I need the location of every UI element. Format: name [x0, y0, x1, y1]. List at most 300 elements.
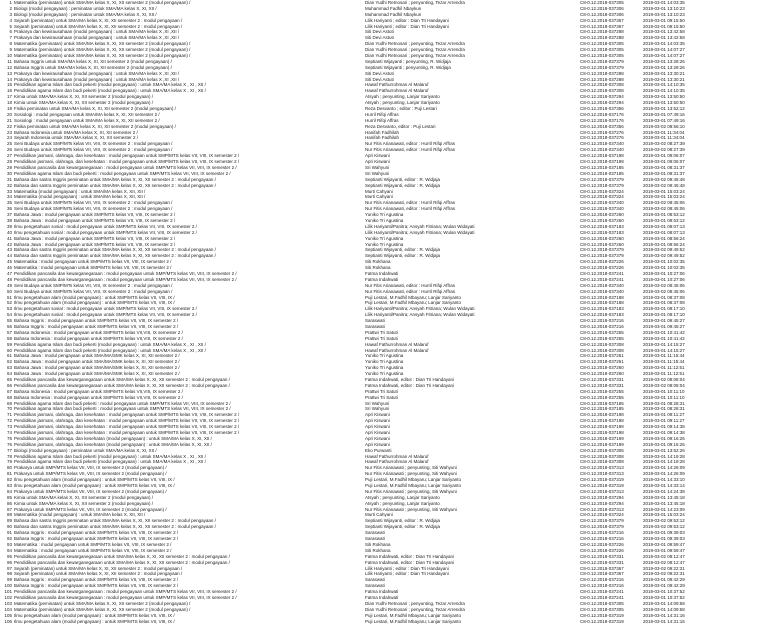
- title-cell: Bahasa Jawa : modul pengayaan untuk SMP/MTS kelas VII, VIII, IX semester 2 /: [14, 235, 176, 241]
- call-number-cell: C8-0.12.2018-037308: [580, 459, 624, 465]
- call-number-cell: C8-0.12.2018-037255: [580, 388, 624, 394]
- author-cell: Lilik Hariyanti/Panitra; Ansyah Fitriana; Wulan Widayati: [365, 223, 475, 229]
- title-cell: Prakarya dan kewirausahaan (modul pengayaan) : untuk SMA/MA kelas X ,XI ,XII /: [14, 70, 180, 76]
- author-cell: Apri Kiswani: [365, 418, 390, 424]
- author-cell: Apri Kiswani: [365, 430, 390, 436]
- call-number-cell: C8-0.12.2018-037305: [580, 600, 624, 606]
- timestamp-cell: 2019-03-01 13:42:58: [643, 29, 685, 35]
- call-number-cell: C8-0.12.2018-037305: [580, 41, 624, 47]
- author-cell: Siti Devi Astuti: [365, 76, 394, 82]
- row-number: 92: [6, 536, 12, 542]
- call-number-cell: C8-0.12.2018-037340: [580, 200, 624, 206]
- title-cell: Matematika (peminatan) untuk SMA/MA kelas X, XI, XII semester 2 (modul pengayaan) /: [14, 606, 191, 612]
- title-cell: Sejarah (peminatan) untuk SMA/MA kelas X, XI, XII semester 2 : modul pengayaan /: [14, 565, 183, 571]
- author-cell: Siti Rokhana: [365, 541, 391, 547]
- author-cell: Puji Lestari, M.Fadhil Mbayaru; Lanjar Sariyanto: [365, 483, 462, 489]
- author-cell: Yuniko Tri Agustina: [365, 371, 404, 377]
- timestamp-cell: 2019-03-01 14:09:58: [643, 606, 685, 612]
- call-number-cell: C8-0.12.2018-037340: [580, 288, 624, 294]
- author-cell: Apri Kiswani: [365, 441, 390, 447]
- title-cell: Prakarya dan kewirausahaan (modul pengayaan) : untuk SMA/MA kelas X ,XI ,XII /: [14, 76, 180, 82]
- call-number-cell: C8-0.12.2018-037356: [580, 123, 624, 129]
- row-number: 35: [6, 200, 12, 206]
- author-cell: Dian Yudhi Retnosari ; penyunting, Tezar Arrendra: [365, 606, 465, 612]
- row-number: 82: [6, 477, 12, 483]
- call-number-cell: C8-0.12.2018-037356: [580, 106, 624, 112]
- title-cell: Ilmu pengetahuan sosial : modul pengayaan untuk SMP/MTS kelas VII, VIII, IX semester 2 /: [14, 306, 197, 312]
- title-cell: Pendidikan jasmani, olahraga, dan kesehatan : modul pengayaan untuk SMP/MTS kelas VII, VIII, IX semester 2 /: [14, 159, 240, 165]
- row-number: 90: [6, 524, 12, 530]
- title-cell: Pendidikan jasmani, olahraga, dan kesehatan : modul pengayaan untuk SMP/MTS kelas VII, VIII, IX semester 2 /: [14, 418, 240, 424]
- timestamp-cell: 2019-03-01 11:15:44: [643, 353, 685, 359]
- title-cell: Fisika peminatan untuk SMA/MA kelas X, XI, XII semester 2 (modul pengayaan) /: [14, 123, 176, 129]
- title-cell: Seni Budaya untuk SMP/MTs kelas VII, VIII, IX semester 2 : modul pengayaan /: [14, 147, 173, 153]
- timestamp-cell: 2019-03-01 14:07:27: [643, 47, 685, 53]
- title-cell: Matematika (peminatan) untuk SMA/MA kelas X, XI, XII semester 2 (modul pengayaan) /: [14, 53, 191, 59]
- row-number: 50: [6, 288, 12, 294]
- row-number: 14: [6, 76, 12, 82]
- timestamp-cell: 2019-03-01 13:50:50: [643, 100, 685, 106]
- timestamp-cell: 2019-03-01 08:28:31: [643, 406, 685, 412]
- call-number-cell: C8-0.12.2018-037241: [580, 589, 624, 595]
- call-number-cell: C8-0.12.2018-037294: [580, 100, 624, 106]
- timestamp-cell: 2019-03-01 14:15:27: [643, 341, 685, 347]
- call-number-cell: C8-0.12.2018-037319: [580, 612, 624, 618]
- call-number-cell: C8-0.12.2018-037216: [580, 530, 624, 536]
- author-cell: Fatma Indahwati, editor : Dian Tri Handayani: [365, 559, 455, 565]
- timestamp-cell: 2019-03-01 14:31:16: [643, 612, 685, 618]
- timestamp-cell: 2019-03-01 09:45:27: [643, 318, 685, 324]
- row-number: 88: [6, 512, 12, 518]
- timestamp-cell: 2019-03-01 13:45:18: [643, 500, 685, 506]
- title-cell: Matematika (peminatan) untuk SMA/MA kelas X, XI, XII semester 2 (modul pengayaan) /: [14, 47, 191, 53]
- author-cell: Fatma Indahwati: [365, 270, 399, 276]
- title-cell: Bahasa Inggris : modul pengayaan untuk SMP/MTS kelas VII, VIII, IX semester 2 /: [14, 583, 179, 589]
- row-number: 23: [6, 129, 12, 135]
- row-number: 58: [6, 335, 12, 341]
- timestamp-cell: 2019-03-01 14:03:35: [643, 0, 685, 5]
- row-number: 12: [6, 64, 12, 70]
- timestamp-cell: 2019-03-01 15:03:24: [643, 194, 685, 200]
- row-number: 70: [6, 406, 12, 412]
- row-number: 24: [6, 135, 12, 141]
- author-cell: Atsyah ; penyunting, Lanjar Sariyanto: [365, 100, 440, 106]
- title-cell: Matematika (peminatan) untuk SMA/MA kelas X, XI, XII semester 2 (modul pengayaan) /: [14, 600, 191, 606]
- row-number: 2: [9, 5, 12, 11]
- timestamp-cell: 2019-03-01 14:09:58: [643, 600, 685, 606]
- author-cell: Siti Devi Astuti: [365, 29, 394, 35]
- title-cell: Sejarah Indonesia untuk SMA/MA kelas X, XI, XII semester 2 /: [14, 135, 139, 141]
- call-number-cell: C8-0.12.2018-037198: [580, 159, 624, 165]
- call-number-cell: C8-0.12.2018-037188: [580, 300, 624, 306]
- timestamp-cell: 2019-03-02 09:45:48: [643, 182, 685, 188]
- title-cell: Pendidikan pancasila dan kewarganegaraan : modul pengayaan untuk SMP/MTS kelas VII, VIII, IX semester 2 /: [14, 276, 237, 282]
- author-cell: Dian Yudhi Retnosari ; penyunting, Tezar Arrendra: [365, 47, 465, 53]
- title-cell: Bahasa Inggris : modul pengayaan untuk SMP/MTS kelas VII, VIII, IX semester 2 /: [14, 530, 179, 536]
- author-cell: Septianti Wijayanti, editor : R. Widjaja: [365, 182, 441, 188]
- call-number-cell: C8-0.12.2018-037183: [580, 229, 624, 235]
- author-cell: Apri Kiswani: [365, 153, 390, 159]
- row-number: 89: [6, 518, 12, 524]
- call-number-cell: C8-0.12.2018-037313: [580, 465, 624, 471]
- call-number-cell: C8-0.12.2018-037260: [580, 371, 624, 377]
- title-cell: Pendidikan jasmani, olahraga, dan kesehatan (modul pengayaan) : untuk SMA/MA kelas X, XI, XII /: [14, 441, 212, 447]
- call-number-cell: C8-0.12.2018-037255: [580, 329, 624, 335]
- timestamp-cell: 2019-03-01 14:10:35: [643, 82, 685, 88]
- title-cell: Sejarah (peminatan) untuk SMA/MA kelas X, XI, XII semester 2 : modul pengayaan /: [14, 17, 183, 23]
- call-number-cell: C8-0.12.2018-037176: [580, 117, 624, 123]
- author-cell: Dian Yudhi Retnosari ; penyunting, Tezar Arrendra: [365, 600, 465, 606]
- call-number-cell: C8-0.12.2018-037313: [580, 488, 624, 494]
- author-cell: Muhammad Fadhil Nbaykun: [365, 11, 422, 17]
- call-number-cell: C8-0.12.2018-037340: [580, 282, 624, 288]
- title-cell: Pendidikan agama Islam dan budi pekerti : modul pengayaan untuk SMP/MTS kelas VII, VIII, IX semester 2 /: [14, 400, 231, 406]
- call-number-cell: C8-0.12.2018-037331: [580, 553, 624, 559]
- call-number-cell: C8-0.12.2018-037367: [580, 571, 624, 577]
- timestamp-cell: 2019-03-01 09:42:29: [643, 583, 685, 589]
- author-cell: Yuniko Tri Agustina: [365, 217, 404, 223]
- timestamp-cell: 2019-03-01 11:15:44: [643, 359, 685, 365]
- row-number: 95: [6, 553, 12, 559]
- timestamp-cell: 2019-03-02 09:49:52: [643, 253, 685, 259]
- title-cell: Prakarya dan kewirausahaan (modul pengayaan) : untuk SMA/MA kelas X ,XI ,XII /: [14, 29, 180, 35]
- row-number: 67: [6, 388, 12, 394]
- call-number-cell: C8-0.12.2018-037241: [580, 270, 624, 276]
- author-cell: Septianti Wijayanti, editor : R. Widjaja: [365, 524, 441, 530]
- title-cell: Pendidikan pancasila dan kewarganegaraan : modul pengayaan untuk SMP/MTS kelas VII, VIII, IX semester 2 /: [14, 270, 237, 276]
- author-cell: Lilik Hariyanti/Panitra; Ansyah Fitriana; Wulan Widayati: [365, 306, 475, 312]
- author-cell: Hawaf Fathurrohman Al Malaruf: [365, 82, 429, 88]
- author-cell: Yuniko Tri Agustina: [365, 235, 404, 241]
- call-number-cell: C8-0.12.2018-037305: [580, 606, 624, 612]
- call-number-cell: C8-0.12.2018-037324: [580, 194, 624, 200]
- timestamp-cell: 2019-03-01 10:37:52: [643, 594, 685, 600]
- row-number: 7: [9, 35, 12, 41]
- author-cell: Hawaf Fathurrohman Al Malaruf: [365, 347, 429, 353]
- author-cell: Sri Wahyuni: [365, 400, 390, 406]
- timestamp-cell: 2019-03-01 08:56:24: [643, 241, 685, 247]
- call-number-cell: C8-0.12.2018-037294: [580, 494, 624, 500]
- title-cell: Pendidikan jasmani, olahraga, dan kesehatan : modul pengayaan untuk SMP/MTS kelas VII, VIII, IX semester 2 /: [14, 424, 240, 430]
- title-cell: Seni Budaya untuk SMP/MTs kelas VII, VIII, IX semester 2 : modul pengayaan /: [14, 206, 173, 212]
- call-number-cell: C8-0.12.2018-037288: [580, 70, 624, 76]
- row-number: 5: [9, 23, 12, 29]
- call-number-cell: C8-0.12.2018-037198: [580, 424, 624, 430]
- title-cell: Pendidikan agama Islam dan budi pekerti (modul pengayaan) : untuk SMA/MA kelas X , XI , XII /: [14, 347, 206, 353]
- title-cell: Pendidikan agama Islam dan budi pekerti (modul pengayaan) : untuk SMA/MA kelas X , XI , XII /: [14, 82, 206, 88]
- title-cell: Prakarya untuk SMP/MTS kelas VII, VIII, IX semester 2 (modul pengayaan) /: [14, 465, 167, 471]
- timestamp-cell: 2019-03-01 08:31:37: [643, 164, 685, 170]
- title-cell: Pendidikan jasmani, olahraga, dan kesehatan : modul pengayaan untuk SMP/MTS kelas VII, VIII, IX semester 2 /: [14, 412, 240, 418]
- timestamp-cell: 2019-03-01 11:12:51: [643, 365, 685, 371]
- title-cell: Bahasa Jawa : modul pengayaan untuk SMA/MA/SMK kelas X, XI, XII semester 2 /: [14, 371, 180, 377]
- row-number: 10: [6, 53, 12, 59]
- timestamp-cell: 2019-03-01 15:03:24: [643, 512, 685, 518]
- author-cell: Apri Kiswani: [365, 159, 390, 165]
- timestamp-cell: 2019-03-01 10:11:10: [643, 388, 685, 394]
- call-number-cell: C8-0.12.2018-037216: [580, 323, 624, 329]
- call-number-cell: C8-0.12.2018-037226: [580, 265, 624, 271]
- call-number-cell: C8-0.12.2018-037216: [580, 577, 624, 583]
- author-cell: Hurril Rifqi Affras: [365, 111, 399, 117]
- title-cell: Sosiologi : modul pengayaan untuk SMA/MA kelas X, XI, XII semester 2 /: [14, 117, 160, 123]
- row-number: 81: [6, 471, 12, 477]
- author-cell: Fatma Indahwati: [365, 594, 399, 600]
- author-cell: Hawaf Fathurrohman Al Malaruf: [365, 341, 429, 347]
- author-cell: Saraswati: [365, 323, 385, 329]
- author-cell: Lilik Hariyanti/Panitra; Ansyah Fitriana; Wulan Widayati: [365, 229, 475, 235]
- row-number: 68: [6, 394, 12, 400]
- call-number-cell: C8-0.12.2018-037226: [580, 259, 624, 265]
- timestamp-cell: 2019-03-02 08:45:06: [643, 206, 685, 212]
- author-cell: Puji Lestari, M.Fadhil Mbayaru; Lanjar Sariyanto: [365, 618, 462, 624]
- author-cell: Saraswati: [365, 536, 385, 542]
- author-cell: Fatma Indahwati, editor : Dian Tri Handayani: [365, 382, 455, 388]
- title-cell: Bahasa Inggris : modul pengayaan untuk SMP/MTS kelas VII, VIII, IX semester 2 /: [14, 323, 179, 329]
- call-number-cell: C8-0.12.2018-037367: [580, 565, 624, 571]
- row-number: 59: [6, 341, 12, 347]
- row-number: 32: [6, 182, 12, 188]
- author-cell: Puji Lestari, M.Fadhil Mbayaru; Lanjar Sariyanto: [365, 612, 462, 618]
- timestamp-cell: 2019-03-01 13:30:21: [643, 70, 685, 76]
- row-number: 78: [6, 453, 12, 459]
- title-cell: Bahasa Inggris untuk SMA/MA kelas X, XI, XII semester 2 (modul pengayaan) /: [14, 64, 172, 70]
- author-cell: Prattwi Tri Satuti: [365, 335, 398, 341]
- timestamp-cell: 2019-03-02 09:53:12: [643, 518, 685, 524]
- timestamp-cell: 2019-03-01 09:42:29: [643, 577, 685, 583]
- timestamp-cell: 2019-03-01 14:10:35: [643, 88, 685, 94]
- timestamp-cell: 2019-03-01 10:11:10: [643, 394, 685, 400]
- call-number-cell: C8-0.12.2018-037241: [580, 276, 624, 282]
- call-number-cell: C8-0.12.2018-037216: [580, 318, 624, 324]
- call-number-cell: C8-0.12.2018-037198: [580, 418, 624, 424]
- call-number-cell: C8-0.12.2018-037379: [580, 58, 624, 64]
- row-number: 102: [4, 594, 12, 600]
- title-cell: Ilmu pengetahuan alam (modul pengayaan) : untuk SMP/MTS kelas VII, VIII, IX /: [14, 618, 175, 624]
- title-cell: Pendidikan agama Islam dan budi pekerti (modul pengayaan) : untuk SMA/MA kelas X , XI , XII /: [14, 341, 206, 347]
- row-number: 83: [6, 483, 12, 489]
- row-number: 104: [4, 606, 12, 612]
- author-cell: Atsyah ; penyunting, Lanjar Sariyanto: [365, 94, 440, 100]
- timestamp-cell: 2019-03-01 13:50:50: [643, 94, 685, 100]
- row-number: 75: [6, 435, 12, 441]
- call-number-cell: C8-0.12.2018-037183: [580, 306, 624, 312]
- title-cell: Bahasa Indonesia : modul pengayaan untuk SMP/MTS kelas VII,VIII, IX semester 2 /: [14, 329, 183, 335]
- author-cell: Sri Wahyuni: [365, 164, 390, 170]
- author-cell: Septianti Wijayanti, editor : R. Widjaja: [365, 253, 441, 259]
- title-cell: Matematika (modul pengayaan) : untuk SMA/MA kelas X, XII, XII /: [14, 194, 146, 200]
- call-number-cell: C8-0.12.2018-037340: [580, 147, 624, 153]
- title-cell: Bahasa Jawa : modul pengayaan untuk SMA/MA/SMK kelas X, XI, XII semester 2 /: [14, 359, 180, 365]
- author-cell: Nur Fitis Arianawati, editor : Hurril Rifqi Affras: [365, 282, 455, 288]
- call-number-cell: C8-0.12.2018-037288: [580, 29, 624, 35]
- row-number: 1: [9, 0, 12, 5]
- author-cell: Prattwi Tri Satuti: [365, 388, 398, 394]
- title-cell: Bahasa dan sastra Inggris peminatan untuk SMA/MA kelas X, XI, XII semester 2 : modul pengayaan /: [14, 182, 216, 188]
- row-number: 99: [6, 577, 12, 583]
- call-number-cell: C8-0.12.2018-037276: [580, 135, 624, 141]
- timestamp-cell: 2019-03-01 09:06:07: [643, 153, 685, 159]
- row-number: 9: [9, 47, 12, 53]
- row-number: 30: [6, 170, 12, 176]
- timestamp-cell: 2019-03-01 14:33:10: [643, 477, 685, 483]
- call-number-cell: C8-0.12.2018-037198: [580, 153, 624, 159]
- timestamp-cell: 2019-03-01 08:53:12: [643, 212, 685, 218]
- title-cell: Bahasa Indonesia : modul pengayaan untuk SMP/MTS kelas VII,VIII, IX semester 2 /: [14, 335, 183, 341]
- row-number: 97: [6, 565, 12, 571]
- timestamp-cell: 2019-03-01 09:45:27: [643, 323, 685, 329]
- title-cell: Bahasa dan sastra Inggris peminatan untuk SMA/MA kelas X, XI, XII semester 2 : modul pengayaan /: [14, 253, 216, 259]
- author-cell: Yuniko Tri Agustina: [365, 365, 404, 371]
- call-number-cell: C8-0.12.2018-037340: [580, 206, 624, 212]
- row-number: 43: [6, 247, 12, 253]
- row-number: 80: [6, 465, 12, 471]
- call-number-cell: C8-0.12.2018-037313: [580, 471, 624, 477]
- call-number-cell: C8-0.12.2018-037305: [580, 53, 624, 59]
- call-number-cell: C8-0.12.2018-037331: [580, 382, 624, 388]
- row-number: 34: [6, 194, 12, 200]
- title-cell: Matematika (peminatan) untuk SMA/MA kelas X, XI, XII semester 2 (modul pengayaan) /: [14, 41, 191, 47]
- author-cell: Yuniko Tri Agustina: [365, 359, 404, 365]
- timestamp-cell: 2019-03-01 14:31:16: [643, 618, 685, 624]
- title-cell: Sosiologi : modul pengayaan untuk SMA/MA kelas X, XI, XII semester 2 /: [14, 111, 160, 117]
- author-cell: Apri Kiswani: [365, 412, 390, 418]
- call-number-cell: C8-0.12.2018-037305: [580, 0, 624, 5]
- author-cell: Puji Lestari, M.Fadhil Mbayaru; Lanjar Sariyanto: [365, 294, 462, 300]
- row-number: 73: [6, 424, 12, 430]
- call-number-cell: C8-0.12.2018-037198: [580, 430, 624, 436]
- row-number: 41: [6, 235, 12, 241]
- title-cell: Pendidikan agama Islam dan budi pekerti (modul pengayaan) : untuk SMA/MA kelas X , XI , XII /: [14, 459, 206, 465]
- call-number-cell: C8-0.12.2018-037261: [580, 359, 624, 365]
- row-number: 31: [6, 176, 12, 182]
- row-number: 28: [6, 159, 12, 165]
- title-cell: Ilmu pengetahuan sosial : modul pengayaan untuk SMP/MTS kelas VII, VIII, IX semester 2 /: [14, 229, 197, 235]
- call-number-cell: C8-0.12.2018-037308: [580, 82, 624, 88]
- author-cell: Hanifah Fadhilah: [365, 135, 400, 141]
- author-cell: Saraswati: [365, 583, 385, 589]
- title-cell: Pendidikan jasmani, olahraga, dan kesehatan : modul pengayaan untuk SMP/MTS kelas VII, VIII, IX semester 2 /: [14, 430, 240, 436]
- call-number-cell: C8-0.12.2018-037241: [580, 594, 624, 600]
- row-number: 26: [6, 147, 12, 153]
- row-number: 86: [6, 500, 12, 506]
- row-number: 33: [6, 188, 12, 194]
- call-number-cell: C8-0.12.2018-037176: [580, 111, 624, 117]
- timestamp-cell: 2019-03-01 11:34:04: [643, 135, 685, 141]
- timestamp-cell: 2019-03-01 09:15:50: [643, 23, 685, 29]
- call-number-cell: C8-0.12.2018-037288: [580, 76, 624, 82]
- title-cell: Ilmu pengetahuan alam (modul pengayaan) : untuk SMP/MTS kelas VII, VIII, IX /: [14, 483, 175, 489]
- timestamp-cell: 2019-03-02 09:53:12: [643, 524, 685, 530]
- title-cell: Bahasa Indonesia untuk SMA/MA kelas X, XI, XII semester 2 /: [14, 129, 138, 135]
- call-number-cell: C8-0.12.2018-037276: [580, 129, 624, 135]
- author-cell: Dian Yudhi Retnosari ; penyunting, Tezar Arrendra: [365, 41, 465, 47]
- row-number: 11: [7, 58, 12, 64]
- author-cell: Yuniko Tri Agustina: [365, 353, 404, 359]
- call-number-cell: C8-0.12.2018-037226: [580, 541, 624, 547]
- row-number: 98: [6, 571, 12, 577]
- row-number: 100: [4, 583, 12, 589]
- row-number: 72: [6, 418, 12, 424]
- author-cell: Murti Cahyani: [365, 512, 393, 518]
- title-cell: Kimia untuk SMA/MA kelas X, XI, XII semester 2 (modul pengayaan) /: [14, 494, 154, 500]
- title-cell: Pendidikan pancasila dan kewarganegaraan untuk SMA/MA kelas X, XI, XII semester 2 : modul pengayaan /: [14, 559, 230, 565]
- title-cell: Bahasa Indonesia : modul pengayaan untuk SMP/MTS kelas VII,VIII, IX semester 2 /: [14, 394, 183, 400]
- row-number: 17: [6, 94, 12, 100]
- author-cell: Puji Lestari, M.Fadhil Mbayaru; Lanjar Sariyanto: [365, 300, 462, 306]
- author-cell: Eko Purwanti: [365, 447, 392, 453]
- row-number: 42: [6, 241, 12, 247]
- call-number-cell: C8-0.12.2018-037226: [580, 547, 624, 553]
- row-number: 74: [6, 430, 12, 436]
- timestamp-cell: 2019-03-01 14:33:14: [643, 483, 685, 489]
- author-cell: Nur Fitis Arianawati, editor : Hurril Rifqi Affras: [365, 147, 455, 153]
- timestamp-cell: 2019-03-01 14:26:09: [643, 465, 685, 471]
- row-number: 60: [6, 347, 12, 353]
- timestamp-cell: 2019-03-01 08:31:37: [643, 170, 685, 176]
- title-cell: Matematika (modul pengayaan) : untuk SMA/MA kelas X, XII, XII /: [14, 512, 146, 518]
- timestamp-cell: 2019-03-01 09:15:50: [643, 17, 685, 23]
- author-cell: Nur Fitis Arianawati, editor : Hurril Rifqi Affras: [365, 141, 455, 147]
- author-cell: Siti Devi Astuti: [365, 35, 394, 41]
- call-number-cell: C8-0.12.2018-037185: [580, 400, 624, 406]
- title-cell: Pendidikan pancasila dan kewarganegaraan untuk SMA/MA kelas X, XI, XII semester 2 : modul pengayaan /: [14, 382, 230, 388]
- timestamp-cell: 2019-03-01 13:52:26: [643, 447, 685, 453]
- row-number: 93: [6, 541, 12, 547]
- author-cell: Lilik Hariyanti ; editor : Dian Tri Handayani: [365, 23, 449, 29]
- author-cell: Septianti Wijayanti, editor : R. Widjaja: [365, 518, 441, 524]
- row-number: 106: [4, 618, 12, 624]
- title-cell: Ilmu pengetahuan alam (modul pengayaan) : untuk SMP/MTS kelas VII, VIII, IX /: [14, 477, 175, 483]
- author-cell: Nur Fitis Arianawati ; penyunting, Siti Wahyuni: [365, 506, 457, 512]
- timestamp-cell: 2019-03-01 14:03:35: [643, 41, 685, 47]
- author-cell: Lilik Hariyanti ; editor : Dian Tri Handayani: [365, 565, 449, 571]
- author-cell: Nur Fitis Arianawati ; penyunting, Siti Wahyuni: [365, 465, 457, 471]
- author-cell: Nur Fitis Arianawati ; penyunting, Siti Wahyuni: [365, 488, 457, 494]
- title-cell: Matematika : modul pengayaan untuk SMP/MTS kelas VII, VIII, IX semester 2 /: [14, 541, 172, 547]
- author-cell: Muhammad Fadhil Nbaykun: [365, 5, 422, 11]
- row-number: 66: [6, 382, 12, 388]
- row-number: 105: [4, 612, 12, 618]
- row-number: 16: [6, 88, 12, 94]
- author-cell: Septianti Wijayanti, editor : R. Widjaja: [365, 176, 441, 182]
- title-cell: Pendidikan pancasila dan kewarganegaraan : modul pengayaan untuk SMP/MTS kelas VII, VIII, IX semester 2 /: [14, 164, 237, 170]
- row-number: 76: [6, 441, 12, 447]
- author-cell: Hawaf Fathurrohman Al Malaruf: [365, 88, 429, 94]
- row-number: 22: [6, 123, 12, 129]
- timestamp-cell: 2019-03-01 14:07:27: [643, 53, 685, 59]
- timestamp-cell: 2019-03-01 07:49:16: [643, 111, 685, 117]
- timestamp-cell: 2019-03-01 13:28:26: [643, 64, 685, 70]
- timestamp-cell: 2019-03-01 11:34:04: [643, 129, 685, 135]
- call-number-cell: C8-0.12.2018-037261: [580, 353, 624, 359]
- author-cell: Sri Wahyuni: [365, 406, 390, 412]
- title-cell: Seni Budaya untuk SMP/MTs kelas VII, VIII, IX semester 2 : modul pengayaan /: [14, 200, 173, 206]
- row-number: 13: [6, 70, 12, 76]
- timestamp-cell: 2019-03-02 08:45:06: [643, 288, 685, 294]
- title-cell: Fisika peminatan untuk SMA/MA kelas X, XI, XII semester 2 (modul pengayaan) /: [14, 106, 176, 112]
- timestamp-cell: 2019-03-01 14:19:28: [643, 453, 685, 459]
- title-cell: Biologi (modul pengayaan) : peminatan untuk SMA/MA kelas X, XI, XII /: [14, 11, 157, 17]
- timestamp-cell: 2019-03-01 09:16:26: [643, 441, 685, 447]
- title-cell: Bahasa Inggris : modul pengayaan untuk SMP/MTS kelas VII, VIII, IX semester 2 /: [14, 318, 179, 324]
- author-cell: Puji Lestari, M.Fadhil Mbayaru; Lanjar Sariyanto: [365, 477, 462, 483]
- call-number-cell: C8-0.12.2018-037367: [580, 17, 624, 23]
- title-cell: Bahasa dan sastra Inggris peminatan untuk SMA/MA kelas X, XI, XII semester 2 : modul pengayaan /: [14, 247, 216, 253]
- row-number: 21: [6, 117, 12, 123]
- call-number-cell: C8-0.12.2018-037185: [580, 164, 624, 170]
- call-number-cell: C8-0.12.2018-037319: [580, 477, 624, 483]
